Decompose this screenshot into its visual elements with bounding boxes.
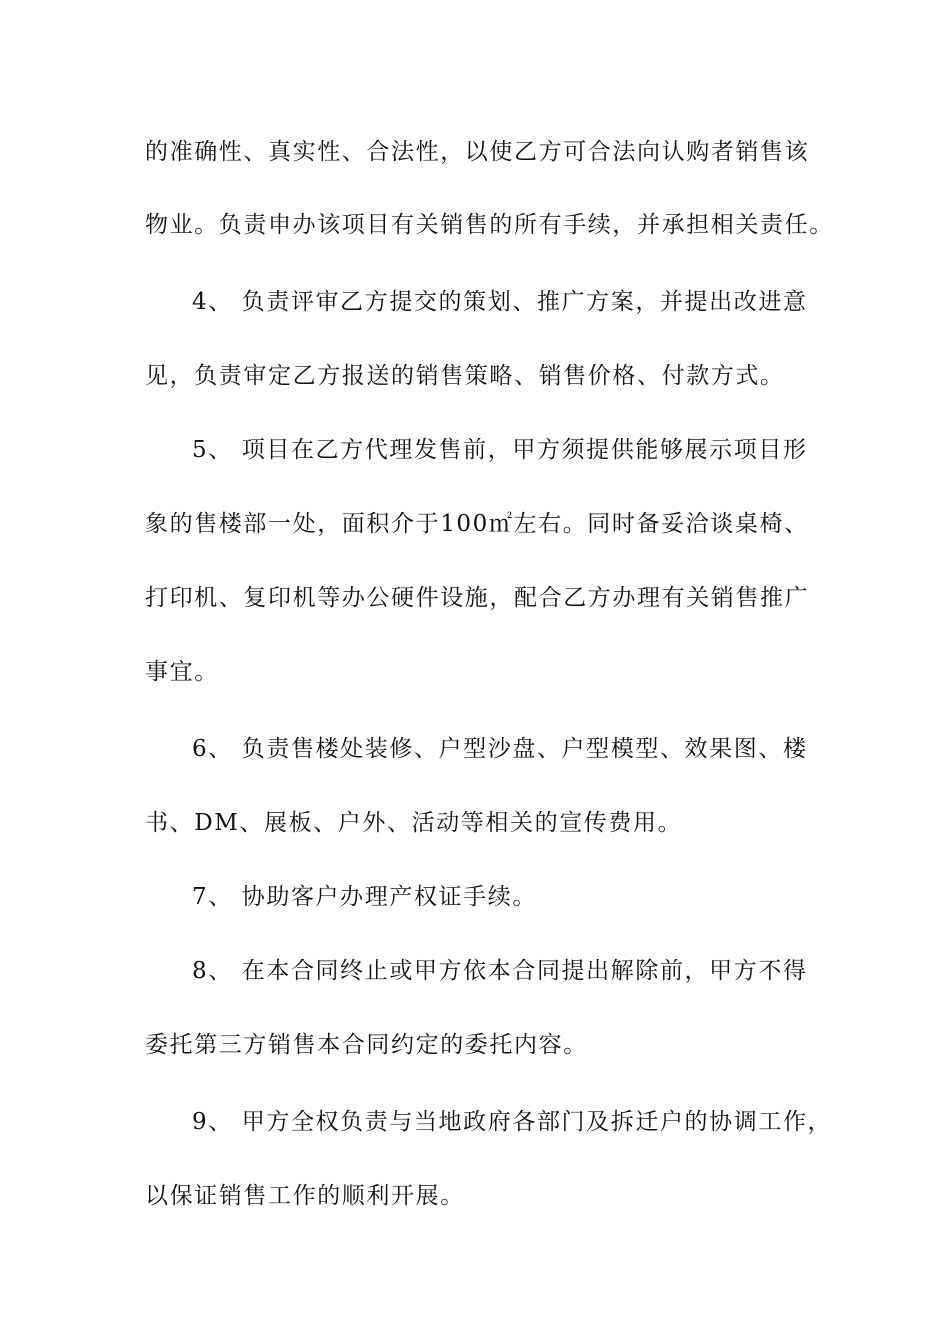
text-line: 事宜。	[145, 659, 219, 685]
clause-6-line: 6、 负责售楼处装修、户型沙盘、户型模型、效果图、楼	[192, 736, 808, 762]
text-line: 书、DM、展板、户外、活动等相关的宣传费用。	[145, 810, 683, 836]
text-line: 打印机、复印机等办公硬件设施，配合乙方办理有关销售推广	[145, 585, 810, 611]
clause-4-line: 4、 负责评审乙方提交的策划、推广方案，并提出改进意	[192, 289, 808, 315]
text-line: 的准确性、真实性、合法性，以使乙方可合法向认购者销售该	[145, 139, 810, 165]
text-line: 以保证销售工作的顺利开展。	[145, 1183, 465, 1209]
text-line: 物业。负责申办该项目有关销售的所有手续，并承担相关责任。	[145, 212, 834, 238]
text-line: 委托第三方销售本合同约定的委托内容。	[145, 1032, 588, 1058]
clause-8-line: 8、 在本合同终止或甲方依本合同提出解除前，甲方不得	[192, 958, 808, 984]
clause-7-line: 7、 协助客户办理产权证手续。	[192, 884, 537, 910]
text-line: 见，负责审定乙方报送的销售策略、销售价格、付款方式。	[145, 363, 785, 389]
clause-9-line: 9、 甲方全权负责与当地政府各部门及拆迁户的协调工作，	[192, 1109, 833, 1135]
text-line: 象的售楼部一处，面积介于100㎡左右。同时备妥洽谈桌椅、	[145, 511, 809, 537]
clause-5-line: 5、 项目在乙方代理发售前，甲方须提供能够展示项目形	[192, 437, 808, 463]
